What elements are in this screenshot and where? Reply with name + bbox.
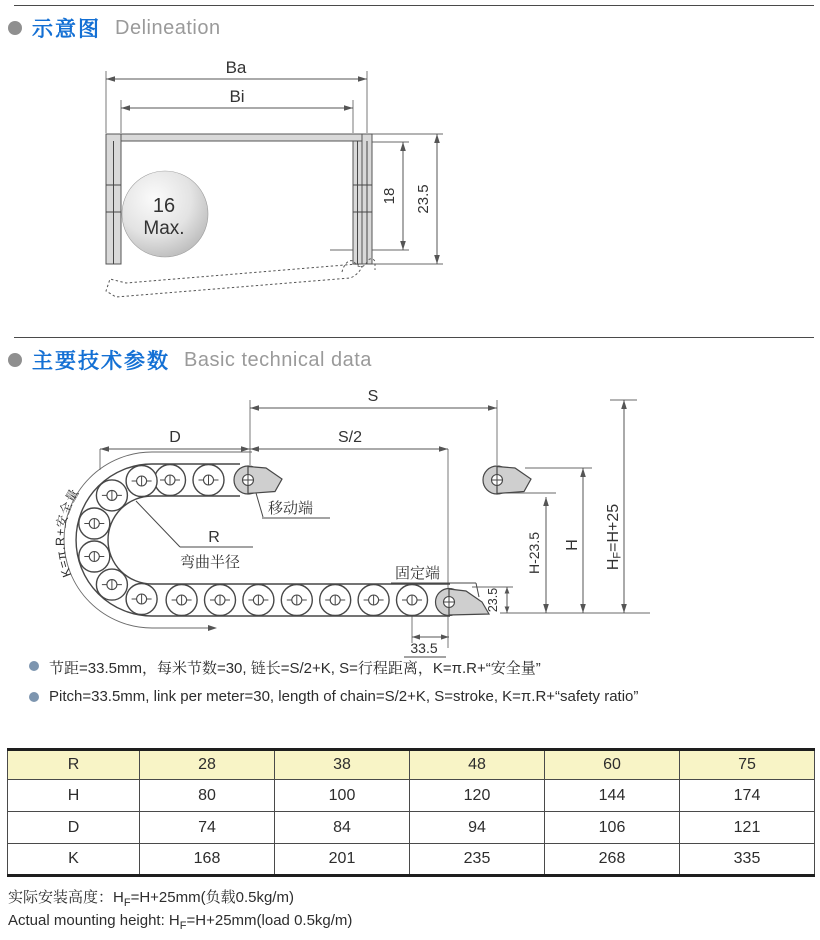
max-cable-ball [122,171,208,257]
cell: 100 [275,780,410,812]
table-row [8,812,815,844]
stroke-end-bracket [483,466,531,494]
dim-label-h235: H-23.5 [526,531,542,575]
dim-label-s: S [367,388,379,405]
dim-label-335: 33.5 [410,640,438,656]
section1-title-en: Delineation [115,16,221,39]
dim-label-s2: S/2 [337,429,363,446]
row-label: D [8,812,140,844]
cell: 174 [680,780,815,812]
header-cell: R [8,750,140,780]
section-bullet-icon [8,21,22,35]
dim-label-d: D [169,429,181,446]
section2-title-zh: 主要技术参数 [32,350,170,373]
header-cell: 38 [275,750,410,780]
d1-dim-235 [415,134,440,264]
chain-link [193,465,224,496]
dim-label-235-small: 23.5 [486,587,500,613]
chain-link [205,585,236,616]
subscript-f: F [123,897,131,909]
dim-label-ba: Ba [225,58,247,77]
opened-cover-dashed [106,259,375,297]
note-en-text: Pitch=33.5mm, link per meter=30, length of chain=S/2+K, S=stroke, K=π.R+“safety ratio” [49,688,639,705]
d1-dim-18 [381,142,406,250]
cell: 80 [140,780,275,812]
d1-dim-ba [106,58,367,82]
cell: 121 [680,812,815,844]
chain-link [320,585,351,616]
header-cell: 75 [680,750,815,780]
header-cell: 48 [410,750,545,780]
section2-header [8,345,372,375]
label-moving-end: 移动端 [268,500,314,517]
dim-label-bi: Bi [229,87,245,106]
d2-dim-h [564,468,586,613]
ball-value: 16 [152,195,176,217]
d2-dim-hf [605,400,627,613]
chain-link [96,480,127,511]
dim-label-18: 18 [381,187,398,205]
note-zh-text: 节距=33.5mm，每米节数=30, 链长=S/2+K, S=行程距离，K=π.R+“安全量” [49,660,541,677]
chain-link [79,508,110,539]
chain-link [166,585,197,616]
chain-link [243,585,274,616]
d2-dim-d [100,429,250,452]
d1-dim-bi [121,87,353,111]
table-header-row [8,750,815,780]
chain-link [79,541,110,572]
label-fixed-end: 固定端 [395,565,441,582]
label-r: R [208,529,220,546]
chain-link [358,585,389,616]
header-cell: 60 [545,750,680,780]
dim-label-hf: HF=H+25 [605,503,624,571]
note-en [29,688,638,705]
note-bullet-icon [29,661,39,671]
cell: 268 [545,844,680,876]
section-bullet-icon [8,353,22,367]
row-label: K [8,844,140,876]
cell: 201 [275,844,410,876]
dim-label-235: 23.5 [415,184,432,214]
note-bullet-icon [29,692,39,702]
cell: 235 [410,844,545,876]
footer-zh: 实际安装高度：$H_F=H+25mm$(负载0.5kg/m) [8,889,294,909]
d2-dim-s2 [250,429,448,452]
drag-chain-diagram [0,372,820,660]
subscript-f: F [179,920,187,932]
cell: 168 [140,844,275,876]
cell: 84 [275,812,410,844]
note-zh [29,657,541,678]
row-label: H [8,780,140,812]
cell: 106 [545,812,680,844]
d2-dim-235-small [486,587,509,613]
section1-rule [14,5,814,6]
chain-link [155,465,186,496]
spec-table [7,748,815,877]
chain-link [96,569,127,600]
cell: 144 [545,780,680,812]
section1-title-zh: 示意图 [32,18,101,41]
section2-title-en: Basic technical data [184,348,372,371]
cell: 94 [410,812,545,844]
bend-radius-label [136,501,253,571]
chain-link [126,466,157,497]
header-cell: 28 [140,750,275,780]
chain-link [281,585,312,616]
table-row [8,844,815,876]
cell: 120 [410,780,545,812]
footer-en: Actual mounting height: $H_F=H+25mm(load$ 0.5kg/m) [8,912,353,932]
cross-section-diagram [0,45,820,335]
d2-dim-h235 [526,497,549,613]
cell: 335 [680,844,815,876]
section2-rule [14,337,814,338]
d2-dim-335 [404,634,449,657]
moving-end-bracket [234,466,282,494]
dim-label-h: H [564,539,581,551]
cell: 74 [140,812,275,844]
section1-header [8,13,221,43]
table-row [8,780,815,812]
label-bend-radius: 弯曲半径 [180,554,241,571]
d2-dim-s [250,388,497,411]
ball-max-label: Max. [143,218,185,239]
fixed-end-bracket [436,589,490,616]
curve-formula-label: K=π.R+安全量 [53,486,82,580]
chain-link [126,584,157,615]
moving-end-label [256,493,330,518]
chain-link [397,585,428,616]
